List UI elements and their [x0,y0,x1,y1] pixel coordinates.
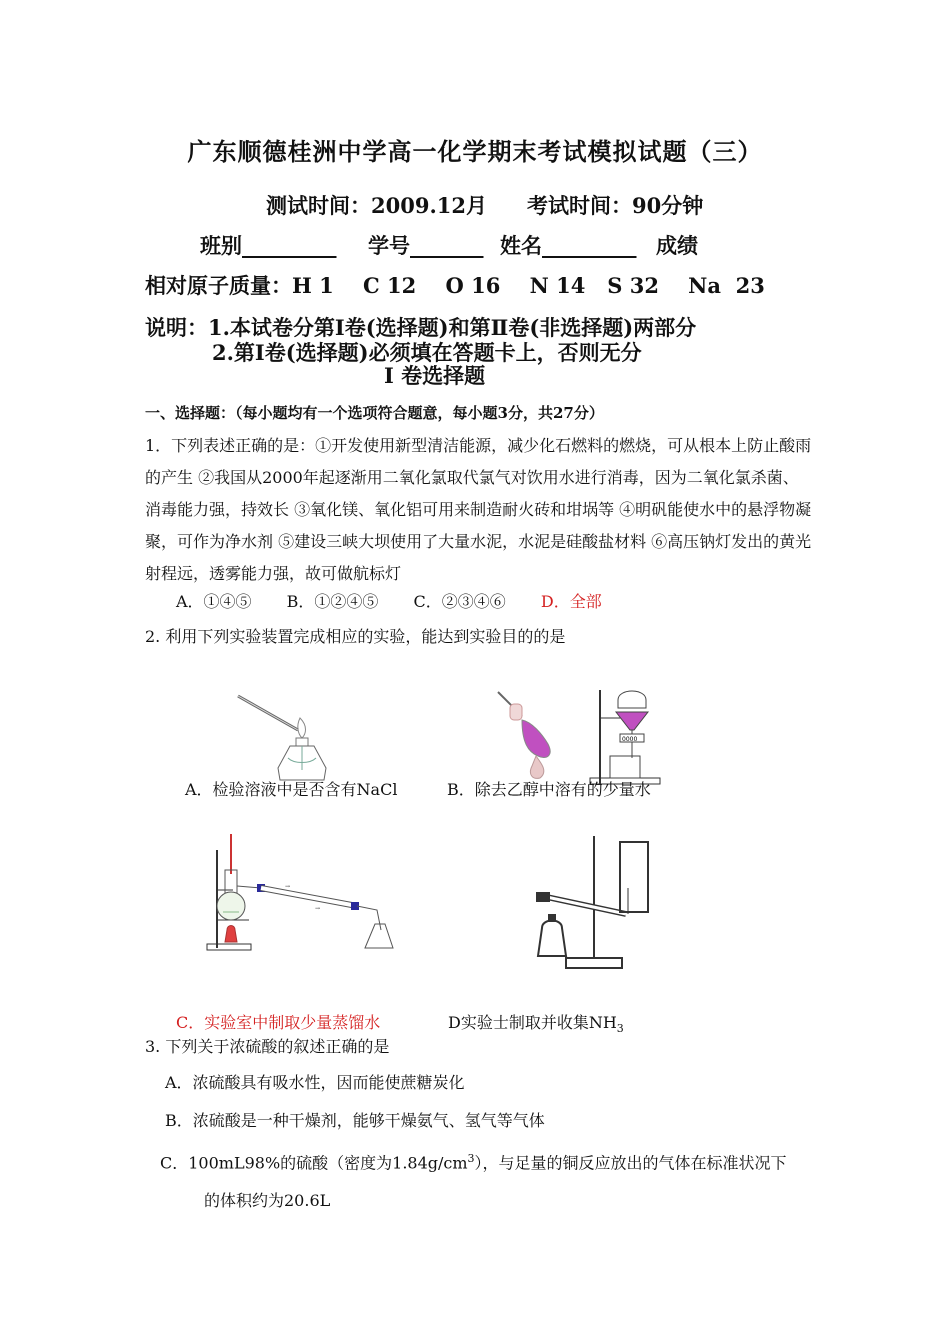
question-2-stem: 2. 利用下列实验装置完成相应的实验，能达到实验目的的是 [145,627,566,646]
score-field: 成绩 [656,233,698,258]
part-one-heading: Ⅰ 卷选择题 [384,363,486,388]
svg-text:→: → [315,905,321,912]
q3-option-c-superscript: 3 [467,1152,475,1165]
section-heading: 一、选择题：（每小题均有一个选项符合题意，每小题3分，共27分） [145,404,604,422]
figure-b-separation [492,686,662,786]
figure-d-caption [448,1006,624,1045]
question-3-stem: 3. 下列关于浓硫酸的叙述正确的是 [145,1037,390,1056]
figure-d-ammonia [522,832,662,972]
figure-d-caption-text: D实验士制取并收集NH [448,1013,617,1032]
figure-a-caption: A．检验溶液中是否含有NaCl [185,780,398,799]
exam-duration: 考试时间：90分钟 [527,193,704,218]
q3-option-c [160,1142,787,1179]
instructions-line-1: 说明：1.本试卷分第Ⅰ卷(选择题)和第Ⅱ卷(非选择题)两部分 [145,315,697,340]
name-field: 姓名_________ [500,233,637,258]
figure-d-caption-subscript: 3 [616,1022,624,1036]
q3-option-a: A．浓硫酸具有吸水性，因而能使蔗糖炭化 [165,1073,465,1092]
figure-c-caption: C．实验室中制取少量蒸馏水 [176,1013,381,1032]
class-field: 班别_________ [200,233,337,258]
svg-text:→: → [285,883,291,890]
q3-option-c-post: ），与足量的铜反应放出的气体在标准状况下 [474,1153,787,1173]
q1-option-a: A．①④⑤ [176,592,252,611]
question-1-options [176,585,632,618]
instructions-line-2: 2.第Ⅰ卷(选择题)必须填在答题卡上，否则无分 [212,340,642,365]
q1-option-b: B．①②④⑤ [286,592,379,611]
student-number-field: 学号_______ [368,233,484,258]
q1-option-d: D．全部 [540,592,602,611]
q1-option-c: C．②③④⑥ [413,592,506,611]
q3-option-b: B．浓硫酸是一种干燥剂，能够干燥氨气、氢气等气体 [165,1111,545,1130]
figure-b-stopper-label: 0000 [622,736,638,743]
figure-b-caption: B．除去乙醇中溶有的少量水 [447,780,651,799]
atomic-mass-line: 相对原子质量：H 1 C 12 O 16 N 14 S 32 Na 23 [145,273,765,298]
exam-title: 广东顺德桂洲中学高一化学期末考试模拟试题（三） [187,137,763,166]
q3-option-c-continued: 的体积约为20.6L [204,1191,331,1210]
figure-c-distillation [205,830,395,955]
test-time: 测试时间：2009.12月 [266,193,487,218]
q3-option-c-pre: C．100mL98%的硫酸（密度为1.84g/cm [160,1153,468,1173]
question-1-stem: 1．下列表述正确的是：①开发使用新型清洁能源，减少化石燃料的燃烧，可从根本上防止酸雨的产生 ②我国从2000年起逐渐用二氧化氯取代氯气对饮用水进行消毒，因为二氧化氯杀菌、消毒能力强，持效长 ③氧化镁、氧化铝可用来制造耐火砖和坩埚等 ④明矾能使水中的悬浮物凝聚，可作为净水剂 ⑤建设三峡大坝使用了大量水泥，水泥是硅酸盐材料 ⑥高压钠灯发出的黄光射程远，透雾能力强，故可做航标灯 [145,436,812,583]
